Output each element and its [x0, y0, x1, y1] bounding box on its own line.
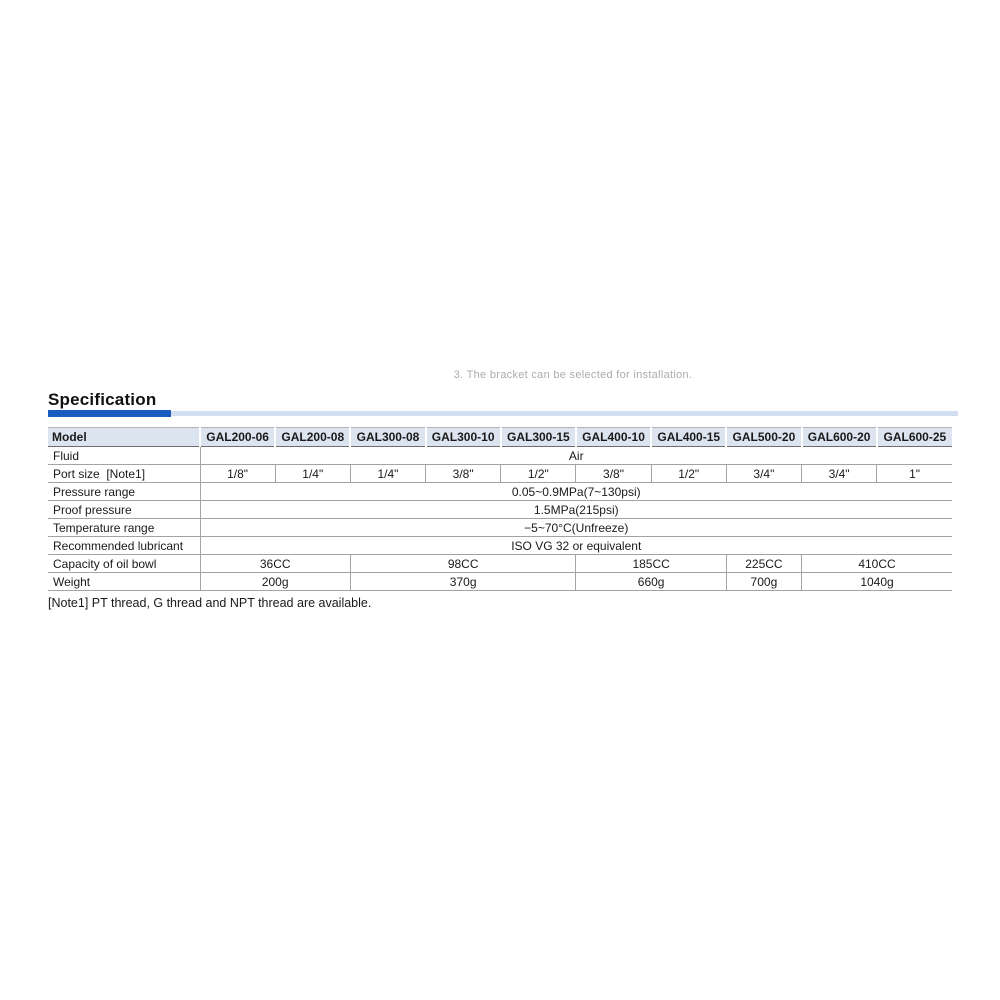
capacity-value-3: 185CC: [576, 555, 726, 573]
capacity-value-4: 225CC: [726, 555, 801, 573]
row-label-capacity: Capacity of oil bowl: [48, 555, 200, 573]
header-cell-model-7: GAL400-15: [651, 428, 726, 447]
temperature-range-value: −5~70°C(Unfreeze): [200, 519, 952, 537]
port-size-value-7: 1/2": [651, 465, 726, 483]
header-cell-model-6: GAL400-10: [576, 428, 651, 447]
header-cell-model-5: GAL300-15: [501, 428, 576, 447]
header-cell-model-10: GAL600-25: [877, 428, 952, 447]
port-size-value-10: 1": [877, 465, 952, 483]
capacity-value-5: 410CC: [802, 555, 953, 573]
row-proof-pressure: [48, 501, 952, 519]
specification-table: [48, 427, 952, 591]
proof-pressure-value: 1.5MPa(215psi): [200, 501, 952, 519]
port-size-value-8: 3/4": [726, 465, 801, 483]
weight-value-3: 660g: [576, 573, 726, 591]
row-weight: [48, 573, 952, 591]
row-fluid: [48, 447, 952, 465]
port-size-value-4: 3/8": [426, 465, 501, 483]
underline-light-segment: [171, 411, 958, 416]
port-size-value-1: 1/8": [200, 465, 275, 483]
header-cell-model-2: GAL200-08: [275, 428, 350, 447]
row-recommended-lubricant: [48, 537, 952, 555]
fluid-value: Air: [200, 447, 952, 465]
row-label-fluid: Fluid: [48, 447, 200, 465]
row-label-pressure-range: Pressure range: [48, 483, 200, 501]
row-label-recommended-lubricant: Recommended lubricant: [48, 537, 200, 555]
port-size-value-3: 1/4": [350, 465, 425, 483]
header-cell-model-4: GAL300-10: [426, 428, 501, 447]
header-cell-model: Model: [48, 428, 200, 447]
row-pressure-range: [48, 483, 952, 501]
header-cell-model-8: GAL500-20: [726, 428, 801, 447]
port-size-value-2: 1/4": [275, 465, 350, 483]
header-cell-model-9: GAL600-20: [802, 428, 877, 447]
row-label-port-size: Port size [Note1]: [48, 465, 200, 483]
clipped-overflow-text: [408, 369, 738, 386]
weight-value-5: 1040g: [802, 573, 953, 591]
section-title: Specification: [48, 390, 157, 409]
header-cell-model-1: GAL200-06: [200, 428, 275, 447]
row-label-temperature-range: Temperature range: [48, 519, 200, 537]
row-label-proof-pressure: Proof pressure: [48, 501, 200, 519]
row-capacity-of-oil-bowl: [48, 555, 952, 573]
recommended-lubricant-value: ISO VG 32 or equivalent: [200, 537, 952, 555]
pressure-range-value: 0.05~0.9MPa(7~130psi): [200, 483, 952, 501]
section-title-underline: [48, 410, 958, 417]
weight-value-2: 370g: [350, 573, 576, 591]
row-label-weight: Weight: [48, 573, 200, 591]
capacity-value-1: 36CC: [200, 555, 350, 573]
row-port-size: [48, 465, 952, 483]
port-size-value-5: 1/2": [501, 465, 576, 483]
weight-value-4: 700g: [726, 573, 801, 591]
capacity-value-2: 98CC: [350, 555, 576, 573]
footnote: [Note1] PT thread, G thread and NPT thread are available.: [48, 596, 372, 610]
port-size-value-9: 3/4": [802, 465, 877, 483]
header-cell-model-3: GAL300-08: [350, 428, 425, 447]
underline-dark-segment: [48, 410, 171, 417]
weight-value-1: 200g: [200, 573, 350, 591]
port-size-value-6: 3/8": [576, 465, 651, 483]
clipped-overflow-text-content: 3. The bracket can be selected for installation.: [453, 369, 693, 381]
table-header-row: [48, 428, 952, 447]
row-temperature-range: [48, 519, 952, 537]
